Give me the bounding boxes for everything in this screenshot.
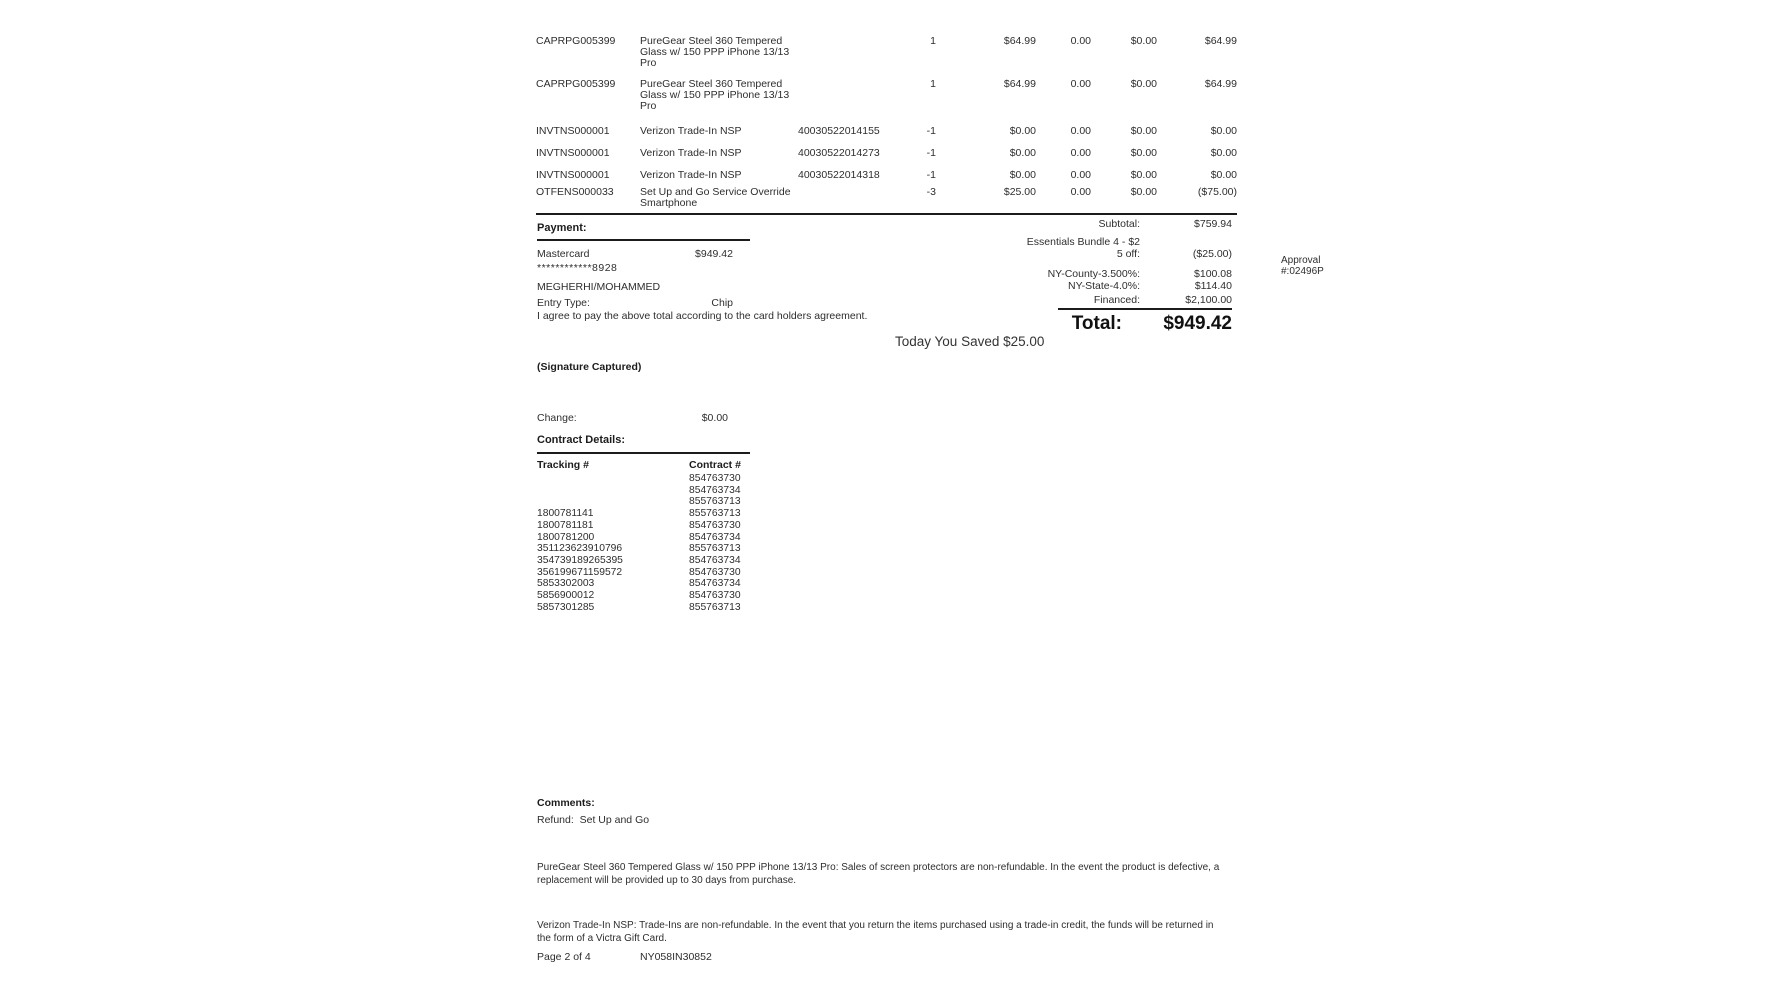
item-serial: 40030522014273 [798, 146, 880, 159]
item-qty: 1 [930, 78, 936, 91]
discount-row [536, 236, 1232, 260]
tax-county-label: NY-County-3.500%: [1047, 268, 1140, 280]
item-price: $0.00 [1009, 169, 1036, 182]
table-row [536, 148, 1237, 159]
item-qty: -1 [926, 169, 936, 182]
change-label: Change: [537, 412, 577, 424]
item-tax: $0.00 [1130, 146, 1157, 159]
contract-row [537, 532, 797, 544]
total-value: $949.42 [1163, 313, 1232, 334]
tax-state-value: $114.40 [1194, 280, 1232, 292]
change-value: $0.00 [701, 412, 728, 424]
tax-state-row [536, 280, 1232, 292]
item-tax: $0.00 [1130, 186, 1157, 199]
refund-comment: Refund: Set Up and Go [537, 814, 650, 826]
table-row [536, 126, 1237, 137]
item-discount: 0.00 [1070, 35, 1091, 47]
payment-method: Mastercard [537, 248, 590, 260]
tracking-column-header: Tracking # [537, 459, 589, 471]
signature-captured-note: (Signature Captured) [537, 361, 642, 373]
financed-row [536, 294, 1232, 306]
financed-label: Financed: [1093, 294, 1140, 306]
subtotal-row [536, 218, 1232, 230]
items-table [536, 36, 1237, 209]
item-serial [798, 36, 886, 68]
contract-number: 854763734 [689, 484, 741, 496]
item-description: PureGear Steel 360 Tempered Glass w/ 150 PPP iPhone 13/13 Pro [640, 35, 790, 69]
item-sku: INVTNS000001 [536, 124, 610, 137]
item-description: Set Up and Go Service Override Smartphone [640, 186, 791, 209]
page-number: Page 2 of 4 [537, 951, 591, 963]
disclaimer-puregear: PureGear Steel 360 Tempered Glass w/ 150 PPP iPhone 13/13 Pro: Sales of screen protectors are non-refundable. In the event the product is defective, a replacement will be provided up to 30 days from purchase. [537, 862, 1220, 886]
item-serial: 40030522014318 [798, 169, 880, 182]
savings-message: Today You Saved $25.00 [895, 334, 1045, 349]
contract-row [537, 473, 797, 485]
subtotal-value: $759.94 [1194, 218, 1232, 230]
contract-row [537, 602, 797, 614]
tax-state-label: NY-State-4.0%: [1068, 280, 1140, 292]
item-qty: -1 [926, 124, 936, 137]
item-serial [798, 79, 886, 111]
tracking-number: 5853302003 [537, 578, 595, 590]
item-sku: INVTNS000001 [536, 146, 610, 159]
item-tax: $0.00 [1130, 35, 1157, 47]
tracking-number [537, 496, 689, 508]
total-label: Total: [1071, 313, 1122, 334]
item-total: $0.00 [1210, 146, 1237, 159]
contract-number: 854763730 [689, 590, 741, 602]
discount-label: Essentials Bundle 4 - $2 5 off: [1026, 236, 1140, 260]
tracking-number [537, 473, 689, 485]
tax-county-row [536, 268, 1232, 280]
contract-number: 854763734 [689, 531, 741, 543]
contract-table [537, 473, 797, 613]
contract-row [537, 496, 797, 508]
contract-number: 854763730 [689, 473, 741, 484]
item-discount: 0.00 [1070, 146, 1091, 159]
total-rule [1058, 308, 1232, 310]
contract-row [537, 520, 797, 532]
item-discount: 0.00 [1070, 169, 1091, 182]
approval-number: Approval #:02496P [1281, 255, 1324, 277]
table-bottom-rule [536, 213, 1237, 215]
receipt-document [536, 0, 1324, 1000]
tracking-number: 354739189265395 [537, 554, 623, 566]
item-sku: INVTNS000001 [536, 169, 610, 182]
contract-number: 855763713 [689, 601, 741, 613]
item-description: Verizon Trade-In NSP [640, 146, 742, 159]
item-serial [798, 187, 886, 209]
contract-number: 855763713 [689, 508, 741, 520]
item-total: $0.00 [1210, 169, 1237, 182]
contract-number: 854763730 [689, 566, 741, 578]
tracking-number: 351123623910796 [537, 543, 623, 555]
financed-value: $2,100.00 [1185, 294, 1232, 306]
contract-table-headers [537, 459, 797, 471]
item-serial: 40030522014155 [798, 124, 880, 137]
item-tax: $0.00 [1130, 78, 1157, 91]
table-row [536, 79, 1237, 111]
tracking-number: 5857301285 [537, 601, 595, 613]
card-number-masked: ************8928 [537, 262, 618, 274]
subtotal-label: Subtotal: [1098, 218, 1140, 230]
tracking-number: 1800781141 [537, 508, 594, 520]
item-total: $64.99 [1204, 78, 1237, 91]
item-qty: -1 [926, 146, 936, 159]
item-total: $64.99 [1204, 35, 1237, 47]
tax-county-value: $100.08 [1194, 268, 1232, 280]
contract-number: 854763734 [689, 554, 741, 566]
item-price: $0.00 [1009, 146, 1036, 159]
contract-row [537, 590, 797, 602]
contract-row [537, 567, 797, 579]
item-total: $0.00 [1210, 124, 1237, 137]
table-row [536, 187, 1237, 209]
tracking-number: 5856900012 [537, 590, 595, 602]
contract-number: 855763713 [689, 543, 741, 555]
item-price: $0.00 [1009, 124, 1036, 137]
total-row [536, 313, 1232, 335]
tracking-number [537, 485, 689, 497]
item-description: PureGear Steel 360 Tempered Glass w/ 150 PPP iPhone 13/13 Pro [640, 78, 790, 112]
item-discount: 0.00 [1070, 124, 1091, 137]
cardholder-name: MEGHERHI/MOHAMMED [537, 281, 661, 293]
item-qty: -3 [926, 186, 936, 199]
totals-section [536, 218, 1232, 335]
entry-type-label: Entry Type: [537, 297, 590, 309]
tracking-number: 356199671159572 [537, 566, 623, 578]
item-price: $64.99 [1003, 35, 1036, 47]
table-row [536, 170, 1237, 181]
contract-row [537, 555, 797, 567]
item-qty: 1 [930, 35, 936, 47]
contract-details-heading: Contract Details: [537, 434, 750, 454]
item-price: $64.99 [1003, 78, 1036, 91]
item-sku: OTFENS000033 [536, 186, 614, 199]
entry-type-value: Chip [711, 297, 733, 309]
agreement-text: I agree to pay the above total according to the card holders agreement. [537, 310, 868, 322]
item-price: $25.00 [1003, 186, 1036, 199]
discount-value: ($25.00) [1192, 248, 1232, 260]
table-row [536, 36, 1237, 68]
item-sku: CAPRPG005399 [536, 78, 616, 91]
payment-amount: $949.42 [695, 248, 733, 260]
item-description: Verizon Trade-In NSP [640, 169, 742, 182]
store-id: NY058IN30852 [640, 951, 712, 963]
item-sku: CAPRPG005399 [536, 35, 616, 47]
item-discount: 0.00 [1070, 78, 1091, 91]
contract-row [537, 578, 797, 590]
payment-heading: Payment: [537, 222, 750, 241]
comments-heading: Comments: [537, 797, 595, 809]
item-discount: 0.00 [1070, 186, 1091, 199]
item-tax: $0.00 [1130, 169, 1157, 182]
item-total: ($75.00) [1197, 186, 1237, 199]
change-row [537, 412, 728, 424]
contract-column-header: Contract # [689, 459, 741, 471]
item-tax: $0.00 [1130, 124, 1157, 137]
contract-row [537, 543, 797, 555]
contract-row [537, 508, 797, 520]
contract-row [537, 485, 797, 497]
tracking-number: 1800781200 [537, 531, 595, 543]
contract-number: 854763730 [689, 519, 741, 531]
contract-number: 854763734 [689, 578, 741, 590]
disclaimer-verizon: Verizon Trade-In NSP: Trade-Ins are non-refundable. In the event that you return the items purchased using a trade-in credit, the funds will be returned in the form of a Victra Gift Card. [537, 920, 1214, 944]
contract-number: 855763713 [689, 496, 741, 508]
item-description: Verizon Trade-In NSP [640, 124, 742, 137]
tracking-number: 1800781181 [537, 519, 594, 531]
